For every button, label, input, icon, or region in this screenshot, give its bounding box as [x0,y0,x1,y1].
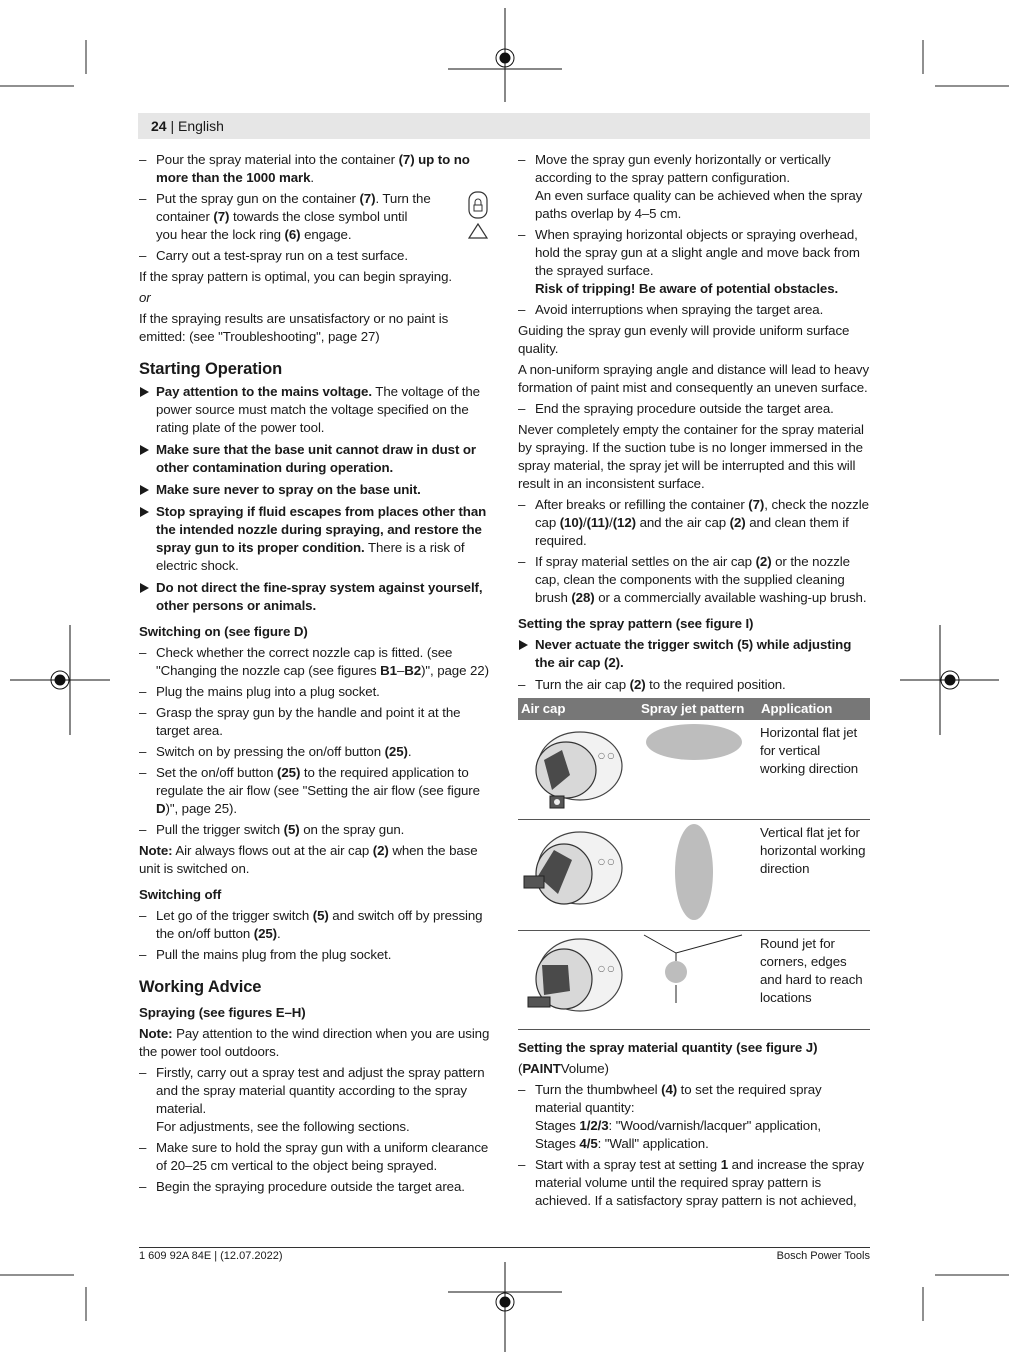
column-header: Air cap [518,698,638,720]
page-number: 24 [151,118,167,134]
list-item: – Start with a spray test at setting 1 and increase the spray material volume until the required spray pattern is achieved. If a satisfactory spray pattern is not achieved, [518,1156,870,1210]
paragraph: If the spray pattern is optimal, you can begin spraying. [139,269,452,284]
paragraph: If the spraying results are unsatisfactory or no paint is emitted: (see "Troubleshooting", page 27) [139,311,449,344]
list-item: – End the spraying procedure outside the target area. [518,400,870,418]
table-row [518,720,870,820]
list-item: – After breaks or refilling the container (7), check the nozzle cap (10)/(11)/(12) and the air cap (2) and clean them if required. [518,496,870,550]
paragraph: or [139,290,151,305]
air-cap-image [518,720,638,820]
right-column [518,151,870,1213]
air-cap-image [518,931,638,1030]
page-header: 24 | English [151,118,224,134]
list-item: – If spray material settles on the air cap (2) or the nozzle cap, clean the components with the supplied cleaning brush (28) or a commercially available washing-up brush. [518,553,870,607]
lock-symbol-icon [465,190,491,242]
safety-item: Do not direct the fine-spray system against yourself, other persons or animals. [139,579,491,615]
column-header: Spray jet pattern [638,698,758,720]
subsection-heading: Setting the spray material quantity (see figure J) [518,1040,818,1055]
list-item: – Pour the spray material into the container (7) up to no more than the 1000 mark. [139,151,491,187]
brand-name: (PAINTVolume) [518,1061,609,1076]
list-item: – Check whether the correct nozzle cap is fitted. (see "Changing the nozzle cap (see figures B1–B2)", page 22) [139,644,491,680]
application-cell: Horizontal flat jet for vertical working direction [758,720,870,820]
list-item: – Let go of the trigger switch (5) and switch off by pressing the on/off button (25). [139,907,491,943]
svg-text:○ ○: ○ ○ [598,964,615,973]
list-item: – Move the spray gun evenly horizontally or vertically according to the spray pattern configuration. An even surface quality can be achieved when the spray paths overlap by 4–5 cm. [518,151,870,223]
spray-pattern-round [638,931,758,1030]
header-band [138,113,870,139]
footer-brand: Bosch Power Tools [776,1250,870,1262]
list-item: – Set the on/off button (25) to the required application to regulate the air flow (see "Setting the air flow (see figure D)", page 25). [139,764,491,818]
paragraph: Never completely empty the container for the spray material by spraying. If the suction tube is no longer immersed in the spray material, the spray jet will be interrupted and this will result in an inconsistent surface. [518,422,864,491]
footer-doc-id: 1 609 92A 84E | (12.07.2022) [139,1250,283,1262]
svg-text:○ ○: ○ ○ [598,751,615,760]
list-item: – Carry out a test-spray run on a test surface. [139,247,491,265]
list-item: – Turn the air cap (2) to the required position. [518,676,870,694]
table-row [518,931,870,1030]
page-language: English [178,118,224,134]
column-header: Application [758,698,870,720]
registration-mark-left [10,625,110,735]
list-item: – Make sure to hold the spray gun with a uniform clearance of 20–25 cm vertical to the object being sprayed. [139,1139,491,1175]
list-item: – Pull the mains plug from the plug socket. [139,946,491,964]
note: Note: Air always flows out at the air cap (2) when the base unit is switched on. [139,843,478,876]
registration-mark-bottom [448,1262,562,1352]
safety-item: Stop spraying if fluid escapes from places other than the intended nozzle during spraying, and restore the spray gun to its proper condition. There is a risk of electric shock. [139,503,491,575]
subsection-heading: Setting the spray pattern (see figure I) [518,616,754,631]
list-item: – Plug the mains plug into a plug socket. [139,683,491,701]
list-item: – Put the spray gun on the container (7). Turn the container (7) towards the close symbol until you hear the lock ring (6) engage. [139,190,491,244]
list-item: – Switch on by pressing the on/off button (25). [139,743,491,761]
subsection-heading: Switching off [139,887,222,902]
svg-text:○ ○: ○ ○ [598,857,615,866]
section-heading: Working Advice [139,978,262,996]
subsection-heading: Switching on (see figure D) [139,624,308,639]
air-cap-image [518,820,638,931]
spray-pattern-vertical [638,820,758,931]
paragraph: Guiding the spray gun evenly will provide uniform surface quality. [518,323,850,356]
list-item: – Pull the trigger switch (5) on the spray gun. [139,821,491,839]
safety-item: Pay attention to the mains voltage. The voltage of the power source must match the voltage specified on the rating plate of the power tool. [139,383,491,437]
application-cell: Vertical flat jet for horizontal working direction [758,820,870,931]
safety-item: Make sure never to spray on the base unit. [139,481,491,499]
list-item: – Turn the thumbwheel (4) to set the required spray material quantity: Stages 1/2/3: "Wood/varnish/lacquer" application, Stages 4/5: "Wall" application. [518,1081,870,1153]
registration-mark-top [448,8,562,102]
subsection-heading: Spraying (see figures E–H) [139,1005,306,1020]
list-item: – Grasp the spray gun by the handle and point it at the target area. [139,704,491,740]
paragraph: A non-uniform spraying angle and distance will lead to heavy formation of paint mist and consequently an uneven surface. [518,362,870,395]
list-item: – Avoid interruptions when spraying the target area. [518,301,870,319]
table-header-row [518,698,870,720]
note: Note: Pay attention to the wind direction when you are using the power tool outdoors. [139,1026,490,1059]
application-cell: Round jet for corners, edges and hard to reach locations [758,931,870,1030]
list-item: – Firstly, carry out a spray test and adjust the spray pattern and the spray material quantity according to the spray material. For adjustments, see the following sections. [139,1064,491,1136]
table-row [518,820,870,931]
safety-item: Never actuate the trigger switch (5) while adjusting the air cap (2). [518,636,870,672]
safety-item: Make sure that the base unit cannot draw in dust or other contamination during operation. [139,441,491,477]
footer-rule [139,1247,870,1248]
spray-pattern-table [518,698,870,1030]
spray-pattern-horizontal [638,720,758,820]
left-column [139,151,491,1199]
registration-mark-right [900,625,999,735]
list-item: – When spraying horizontal objects or spraying overhead, hold the spray gun at a slight angle and move back from the sprayed surface. Risk of tripping! Be aware of potential obstacles. [518,226,870,298]
section-heading: Starting Operation [139,360,283,378]
list-item: – Begin the spraying procedure outside the target area. [139,1178,491,1196]
